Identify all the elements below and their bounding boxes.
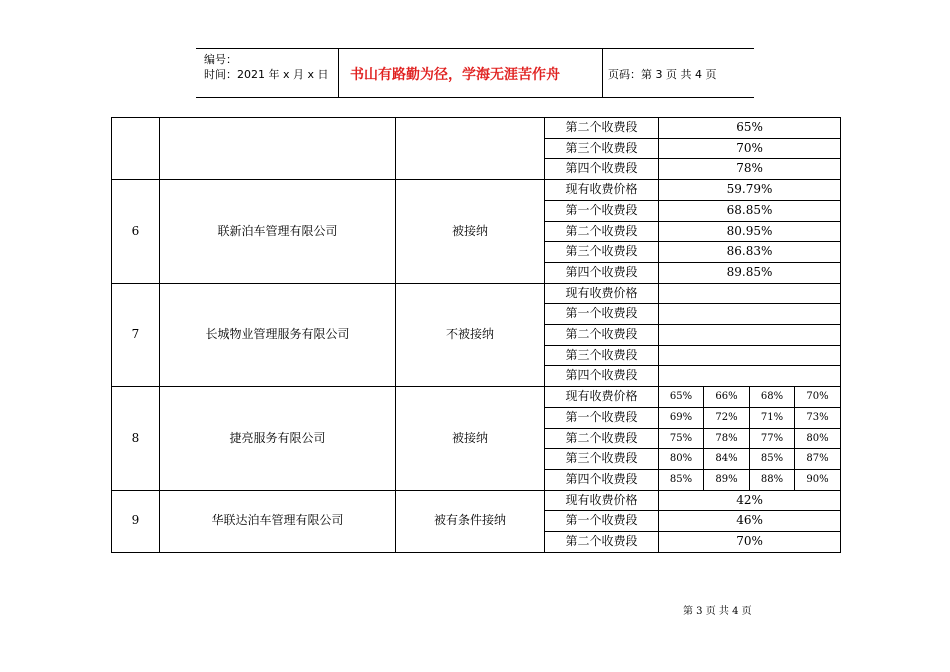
header-divider-right [602,48,603,97]
fee-stage-label: 现有收费价格 [545,387,659,408]
fee-stage-label: 第一个收费段 [545,200,659,221]
rate-value: 70% [795,387,841,408]
rate-value: 73% [795,407,841,428]
row-number: 7 [112,283,160,387]
fee-stage-label: 第二个收费段 [545,325,659,346]
acceptance-result: 被有条件接纳 [396,490,545,552]
rate-value: 68.85% [659,200,841,221]
fee-stage-label: 第四个收费段 [545,262,659,283]
rate-value: 86.83% [659,242,841,263]
acceptance-result: 被接纳 [396,180,545,284]
rate-value: 84% [704,449,750,470]
header-bottom-rule [196,97,754,98]
serial-label: 编号： [204,53,237,66]
fee-stage-label: 现有收费价格 [545,283,659,304]
rate-value: 78% [704,428,750,449]
time-label: 时间：2021 年 x 月 x 日 [204,68,329,81]
table-row [112,118,841,139]
rate-value: 70% [659,532,841,553]
rate-value: 90% [795,469,841,490]
rate-value: 78% [659,159,841,180]
company-name: 长城物业管理服务有限公司 [160,283,396,387]
header-top-rule [196,48,754,49]
rate-value: 87% [795,449,841,470]
footer-page-info: 第 3 页 共 4 页 [683,606,752,617]
row-number: 9 [112,490,160,552]
rate-value: 80% [795,428,841,449]
rate-value: 72% [704,407,750,428]
page-code: 页码：第 3 页 共 4 页 [608,68,717,81]
fee-stage-label: 第二个收费段 [545,532,659,553]
rate-value: 46% [659,511,841,532]
rate-value: 65% [659,118,841,139]
rate-value: 75% [659,428,704,449]
fee-stage-label: 第四个收费段 [545,159,659,180]
rate-value: 69% [659,407,704,428]
rate-value: 80% [659,449,704,470]
rate-value: 89% [704,469,750,490]
rate-value: 85% [659,469,704,490]
fee-stage-label: 第一个收费段 [545,407,659,428]
fee-stage-label: 第四个收费段 [545,469,659,490]
header-slogan: 书山有路勤为径，学海无涯苦作舟 [350,67,560,83]
company-name: 捷亮服务有限公司 [160,387,396,491]
fee-stage-label: 第二个收费段 [545,118,659,139]
fee-stage-label: 第三个收费段 [545,138,659,159]
fee-stage-label: 现有收费价格 [545,180,659,201]
rate-value: 68% [750,387,795,408]
rate-value [659,345,841,366]
fee-stage-label: 第三个收费段 [545,242,659,263]
rate-value: 65% [659,387,704,408]
rate-value: 59.79% [659,180,841,201]
fee-stage-label: 第一个收费段 [545,304,659,325]
rate-value: 77% [750,428,795,449]
row-number: 8 [112,387,160,491]
fee-acceptance-table [111,117,841,553]
rate-value: 71% [750,407,795,428]
company-name: 华联达泊车管理有限公司 [160,490,396,552]
fee-stage-label: 第三个收费段 [545,345,659,366]
fee-stage-label: 第一个收费段 [545,511,659,532]
company-name: 联新泊车管理有限公司 [160,180,396,284]
rate-value: 42% [659,490,841,511]
rate-value: 85% [750,449,795,470]
fee-stage-label: 第二个收费段 [545,428,659,449]
fee-stage-label: 第二个收费段 [545,221,659,242]
company-name [160,118,396,180]
row-number [112,118,160,180]
rate-value [659,304,841,325]
rate-value: 80.95% [659,221,841,242]
fee-stage-label: 第四个收费段 [545,366,659,387]
rate-value: 66% [704,387,750,408]
header-divider-left [338,48,339,97]
rate-value: 88% [750,469,795,490]
row-number: 6 [112,180,160,284]
rate-value [659,366,841,387]
fee-stage-label: 第三个收费段 [545,449,659,470]
fee-stage-label: 现有收费价格 [545,490,659,511]
table-row [112,180,841,201]
table-row [112,490,841,511]
rate-value [659,325,841,346]
acceptance-result: 不被接纳 [396,283,545,387]
table-row [112,283,841,304]
rate-value [659,283,841,304]
table-body [112,118,841,553]
acceptance-result: 被接纳 [396,387,545,491]
rate-value: 70% [659,138,841,159]
acceptance-result [396,118,545,180]
rate-value: 89.85% [659,262,841,283]
table-row [112,387,841,408]
